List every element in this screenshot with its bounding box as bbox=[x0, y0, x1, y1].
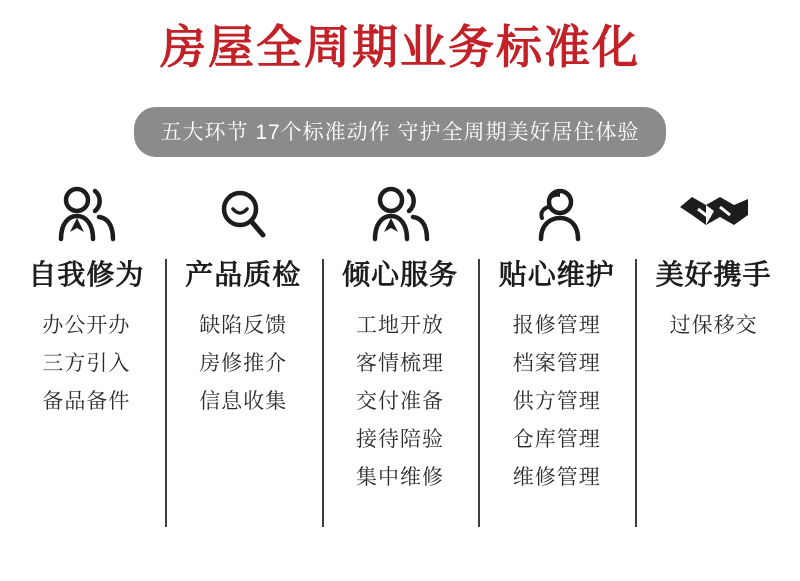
column-title: 自我修为 bbox=[28, 258, 145, 290]
column-items bbox=[199, 307, 287, 421]
list-item: 交付准备 bbox=[355, 389, 444, 413]
column-product-inspection bbox=[165, 183, 322, 497]
column-items bbox=[513, 307, 601, 497]
subtitle-badge: 五大环节 17个标准动作 守护全周期美好居住体验 bbox=[134, 107, 665, 157]
list-item: 档案管理 bbox=[512, 351, 601, 375]
list-item: 三方引入 bbox=[42, 351, 131, 375]
handshake-icon bbox=[676, 183, 752, 247]
list-item: 维修管理 bbox=[512, 465, 601, 489]
list-item: 备品备件 bbox=[42, 389, 131, 413]
list-item: 集中维修 bbox=[355, 465, 444, 489]
page-title: 房屋全周期业务标准化 bbox=[160, 21, 640, 73]
list-item: 房修推介 bbox=[199, 351, 288, 375]
column-self-cultivation bbox=[8, 183, 165, 497]
two-people-icon bbox=[53, 183, 119, 247]
column-dedicated-service bbox=[322, 183, 479, 497]
list-item: 过保移交 bbox=[669, 313, 758, 337]
columns-container bbox=[0, 183, 800, 497]
column-items bbox=[670, 307, 758, 345]
subtitle-container bbox=[0, 107, 800, 157]
list-item: 供方管理 bbox=[512, 389, 601, 413]
column-title: 美好携手 bbox=[655, 258, 772, 290]
infographic-page bbox=[0, 22, 800, 581]
column-items bbox=[42, 307, 130, 421]
column-title: 贴心维护 bbox=[498, 258, 615, 290]
list-item: 接待陪验 bbox=[355, 427, 444, 451]
column-title: 倾心服务 bbox=[341, 258, 458, 290]
list-item: 办公开办 bbox=[42, 313, 131, 337]
list-item: 仓库管理 bbox=[512, 427, 601, 451]
list-item: 缺陷反馈 bbox=[199, 313, 288, 337]
column-beautiful-partnership bbox=[635, 183, 792, 497]
column-items bbox=[356, 307, 444, 497]
list-item: 信息收集 bbox=[199, 389, 288, 413]
person-wrench-icon bbox=[527, 183, 587, 247]
column-title: 产品质检 bbox=[185, 258, 302, 290]
list-item: 报修管理 bbox=[512, 313, 601, 337]
magnifier-icon bbox=[213, 183, 273, 247]
list-item: 工地开放 bbox=[355, 313, 444, 337]
list-item: 客情梳理 bbox=[355, 351, 444, 375]
column-caring-maintenance bbox=[478, 183, 635, 497]
two-people-icon bbox=[367, 183, 433, 247]
